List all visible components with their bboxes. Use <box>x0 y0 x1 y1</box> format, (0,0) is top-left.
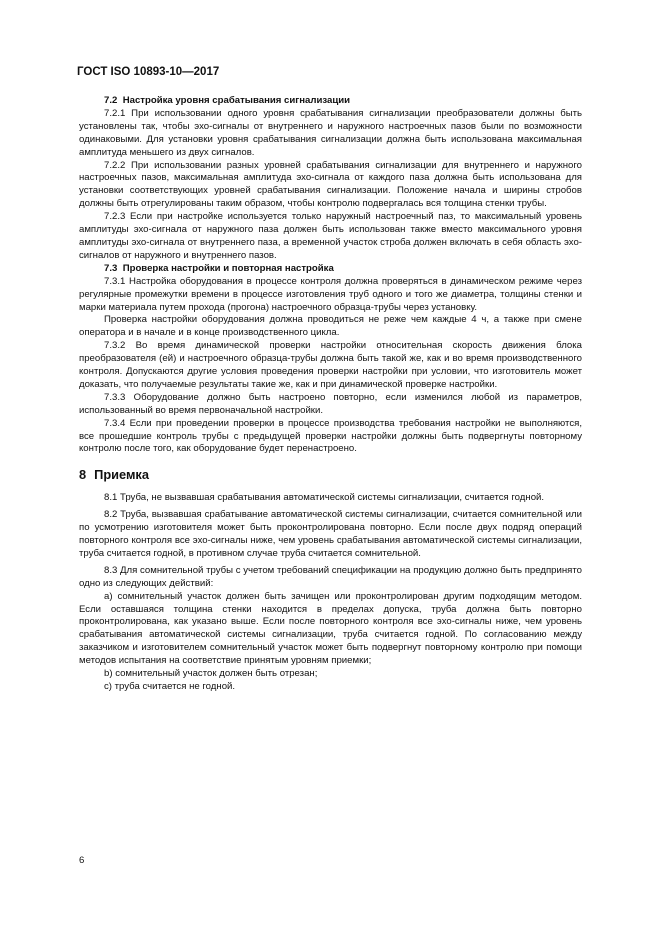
section-8-heading <box>79 469 582 482</box>
paragraph-7-2-3: 7.2.3 Если при настройке используется только наружный настроечный паз, то максимальный уровень амплитуды эхо-сигнала от наружного паза должен быть использован также вместо максимального уровня амплитуды эхо-сигнала от внутреннего паза, а временной участок строба должен включать в себя область эхо-сигналов от наружного и внутреннего пазов. <box>79 211 582 261</box>
paragraph-8-2: 8.2 Труба, вызвавшая срабатывание автоматической системы сигнализации, считается сомнительной или по усмотрению изготовителя может быть проконтролирована повторно. Если после двух подряд операций повторного контроля все эхо-сигналы ниже, чем уровень срабатывания автоматической системы сигнализации, труба считается годной, в противном случае труба считается сомнительной. <box>79 509 582 559</box>
paragraph-7-3-2: 7.3.2 Во время динамической проверки настройки относительная скорость движения блока преобразователя (ей) и настроечного образца-трубы должна быть такой же, как и во время производственного контроля. Допускаются другие условия проведения проверки настройки при условии, что изготовитель может доказать, что получаемые результаты такие же, как и при динамической проверке настройки. <box>79 340 582 390</box>
subsection-7-2-heading <box>79 95 582 108</box>
list-item-8-3-a: а) сомнительный участок должен быть зачищен или проконтролирован другим подходящим методом. Если оставшаяся толщина стенки находится в пределах допуска, труба должна быть повторно проконтролирована, как указано выше. Если после повторного контроля все эхо-сигналы ниже, чем уровень срабатывания автоматической системы сигнализации, труба считается годной. По согласованию между заказчиком и изготовителем сомнительный участок может быть подвергнут повторному контролю при помощи методов испытания на соответствие принятым уровням приемки; <box>79 590 582 667</box>
page-number: 6 <box>79 855 85 866</box>
list-item-8-3-b: b) сомнительный участок должен быть отрезан; <box>104 668 318 680</box>
section-title: Приемка <box>94 467 149 483</box>
paragraph-8-3: 8.3 Для сомнительной трубы с учетом требований спецификации на продукцию должно быть предпринято одно из следующих действий: <box>79 564 582 589</box>
document-body <box>79 92 582 694</box>
list-item-8-3-c: с) труба считается не годной. <box>104 680 236 692</box>
subsection-number: 7.2 <box>104 95 118 106</box>
subsection-number: 7.3 <box>104 262 118 274</box>
paragraph-7-3-1-continued: Проверка настройки оборудования должна проводиться не реже чем каждые 4 ч, а также при смене оператора и в начале и в конце производственного цикла. <box>79 314 582 339</box>
paragraph-7-3-3: 7.3.3 Оборудование должно быть настроено повторно, если изменился любой из параметров, использованный во время первоначальной настройки. <box>79 391 582 416</box>
section-number: 8 <box>79 467 87 483</box>
paragraph-7-3-4: 7.3.4 Если при проведении проверки в процессе производства требования настройки не выполняются, все прошедшие контроль трубы с предыдущей проверки настройки должны быть подвергнуты повторному контролю после того, как оборудование будет перенастроено. <box>79 417 582 455</box>
subsection-title: Настройка уровня срабатывания сигнализации <box>122 95 351 106</box>
subsection-title: Проверка настройки и повторная настройка <box>122 262 334 274</box>
paragraph-8-1: 8.1 Труба, не вызвавшая срабатывания автоматической системы сигнализации, считается годной. <box>104 492 545 504</box>
paragraph-7-3-1: 7.3.1 Настройка оборудования в процессе контроля должна проверяться в динамическом режиме через регулярные промежутки времени в процессе изготовления труб одного и того же диаметра, толщины стенки и марки материала путем прохода (прогона) настроечного образца-трубы через установку. <box>79 275 582 313</box>
document-header: ГОСТ ISO 10893-10—2017 <box>77 66 220 78</box>
paragraph-7-2-1: 7.2.1 При использовании одного уровня срабатывания сигнализации преобразователи должны быть установлены так, чтобы эхо-сигналы от внутреннего и наружного настроечных пазов были по возможности одинаковыми. Для установки уровня срабатывания сигнализации должна быть использована максимальная амплитуда меньшего из двух сигналов. <box>79 107 582 158</box>
subsection-7-3-heading <box>79 263 582 276</box>
paragraph-7-2-2: 7.2.2 При использовании разных уровней срабатывания сигнализации для внутреннего и наружного настроечных пазов, максимальная амплитуда эхо-сигнала от каждого паза должна быть использована для установки соответствующих уровней срабатывания сигнализации. Положение начала и ширины стробов должны быть отрегулированы таким образом, чтобы контролю подвергалась вся толщина стенки трубы. <box>79 159 582 210</box>
